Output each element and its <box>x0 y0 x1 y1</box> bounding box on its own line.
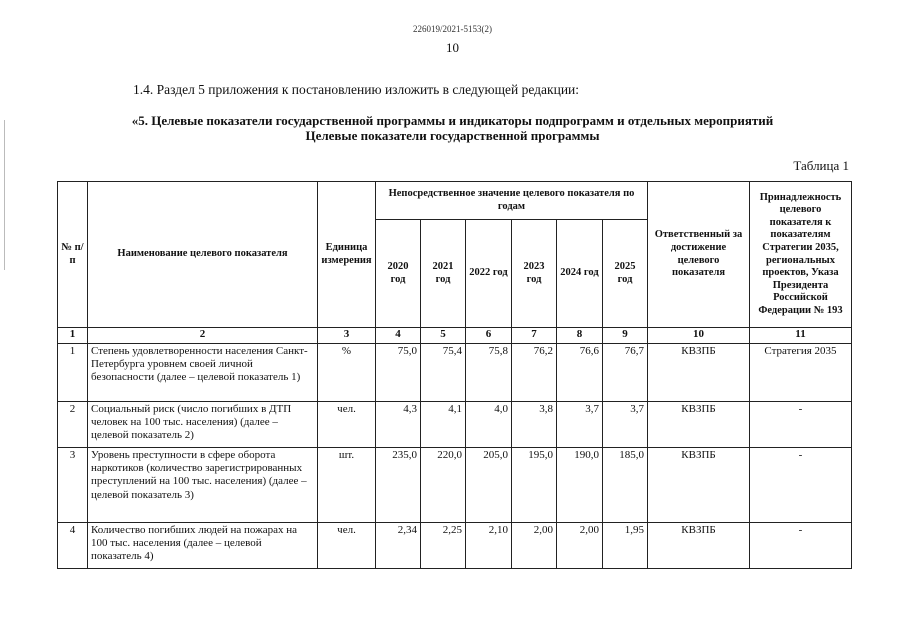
value-2022: 4,0 <box>466 402 512 448</box>
column-number: 4 <box>376 328 421 344</box>
column-number: 8 <box>557 328 603 344</box>
column-number-row <box>58 328 852 344</box>
header-year-2023: 2023 год <box>512 220 557 328</box>
belonging-cell: Стратегия 2035 <box>750 344 852 402</box>
column-number: 9 <box>603 328 648 344</box>
table-row <box>58 402 852 448</box>
responsible-cell: КВЗПБ <box>648 448 750 523</box>
unit-cell: % <box>318 344 376 402</box>
value-2020: 75,0 <box>376 344 421 402</box>
value-2024: 3,7 <box>557 402 603 448</box>
value-2023: 76,2 <box>512 344 557 402</box>
header-year-2024: 2024 год <box>557 220 603 328</box>
value-2022: 205,0 <box>466 448 512 523</box>
belonging-cell: - <box>750 402 852 448</box>
column-number: 5 <box>421 328 466 344</box>
column-number: 6 <box>466 328 512 344</box>
row-number: 4 <box>58 523 88 569</box>
unit-cell: шт. <box>318 448 376 523</box>
header-year-2025: 2025 год <box>603 220 648 328</box>
indicators-table <box>57 181 852 569</box>
document-id: 226019/2021-5153(2) <box>413 24 492 34</box>
value-2023: 195,0 <box>512 448 557 523</box>
unit-cell: чел. <box>318 523 376 569</box>
value-2024: 2,00 <box>557 523 603 569</box>
value-2020: 235,0 <box>376 448 421 523</box>
column-number: 7 <box>512 328 557 344</box>
responsible-cell: КВЗПБ <box>648 344 750 402</box>
unit-cell: чел. <box>318 402 376 448</box>
column-number: 2 <box>88 328 318 344</box>
indicator-name: Количество погибших людей на пожарах на 100 тыс. населения (далее – целевой показатель 4) <box>88 523 318 569</box>
indicator-name: Степень удовлетворенности населения Санкт-Петербурга уровнем своей личной безопасности (далее – целевой показатель 1) <box>88 344 318 402</box>
header-name: Наименование целевого показателя <box>88 182 318 328</box>
value-2024: 190,0 <box>557 448 603 523</box>
belonging-cell: - <box>750 448 852 523</box>
value-2024: 76,6 <box>557 344 603 402</box>
value-2022: 2,10 <box>466 523 512 569</box>
row-number: 3 <box>58 448 88 523</box>
belonging-cell: - <box>750 523 852 569</box>
header-year-2020: 2020 год <box>376 220 421 328</box>
header-belonging: Принадлежность целевого показателя к показателям Стратегии 2035, региональных проектов, Указа Президента Российской Федерации № 193 <box>750 182 852 328</box>
value-2021: 220,0 <box>421 448 466 523</box>
value-2020: 2,34 <box>376 523 421 569</box>
section-subtitle: Целевые показатели государственной программы <box>305 128 600 143</box>
value-2021: 75,4 <box>421 344 466 402</box>
table-label: Таблица 1 <box>793 158 849 173</box>
value-2025: 76,7 <box>603 344 648 402</box>
row-number: 2 <box>58 402 88 448</box>
header-row-1 <box>58 182 852 220</box>
column-number: 11 <box>750 328 852 344</box>
indicators-table-container <box>57 181 852 569</box>
value-2021: 2,25 <box>421 523 466 569</box>
value-2025: 3,7 <box>603 402 648 448</box>
indicator-name: Уровень преступности в сфере оборота наркотиков (количество зарегистрированных преступлений на 100 тыс. населения) (далее – целевой показатель 3) <box>88 448 318 523</box>
responsible-cell: КВЗПБ <box>648 402 750 448</box>
table-row <box>58 344 852 402</box>
column-number: 3 <box>318 328 376 344</box>
value-2020: 4,3 <box>376 402 421 448</box>
header-year-2021: 2021 год <box>421 220 466 328</box>
header-unit: Единица измерения <box>318 182 376 328</box>
section-title: «5. Целевые показатели государственной программы и индикаторы подпрограмм и отдельных мероприятий <box>131 113 774 128</box>
header-num: № п/п <box>58 182 88 328</box>
table-row <box>58 523 852 569</box>
page-number: 10 <box>446 40 459 55</box>
value-2025: 1,95 <box>603 523 648 569</box>
intro-paragraph: 1.4. Раздел 5 приложения к постановлению изложить в следующей редакции: <box>133 82 580 97</box>
value-2023: 2,00 <box>512 523 557 569</box>
value-2025: 185,0 <box>603 448 648 523</box>
row-number: 1 <box>58 344 88 402</box>
header-year-2022: 2022 год <box>466 220 512 328</box>
value-2022: 75,8 <box>466 344 512 402</box>
value-2021: 4,1 <box>421 402 466 448</box>
table-row <box>58 448 852 523</box>
responsible-cell: КВЗПБ <box>648 523 750 569</box>
header-values-group: Непосредственное значение целевого показателя по годам <box>376 182 648 220</box>
column-number: 1 <box>58 328 88 344</box>
indicator-name: Социальный риск (число погибших в ДТП человек на 100 тыс. населения) (далее – целевой показатель 2) <box>88 402 318 448</box>
header-responsible: Ответственный за достижение целевого показателя <box>648 182 750 328</box>
column-number: 10 <box>648 328 750 344</box>
value-2023: 3,8 <box>512 402 557 448</box>
